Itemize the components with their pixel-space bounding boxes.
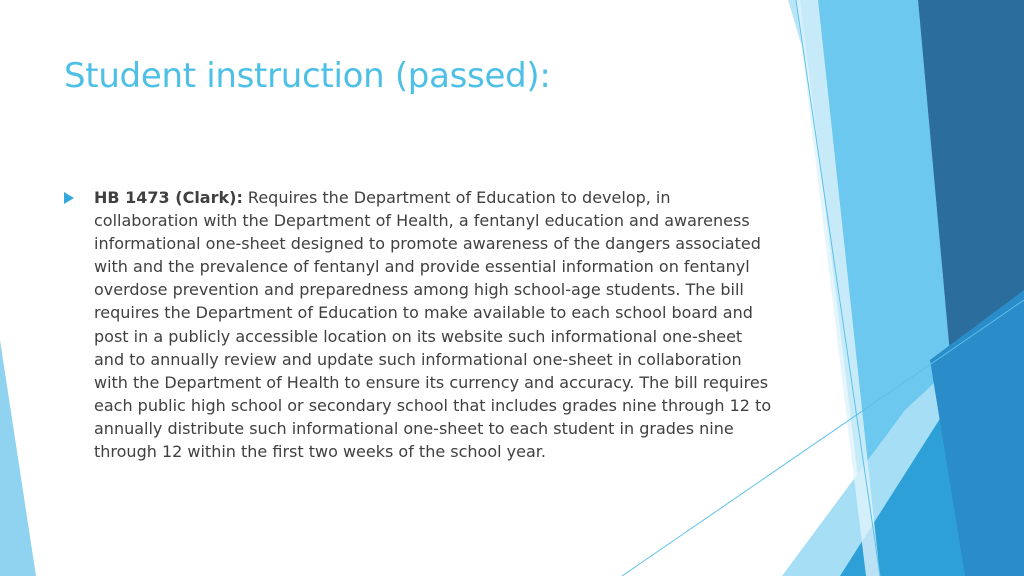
left-edge-shape <box>0 340 36 576</box>
bullet-arrow-icon <box>64 192 74 204</box>
bullet-text <box>94 186 776 463</box>
bill-reference: HB 1473 (Clark): <box>94 188 243 207</box>
bullet-item <box>64 186 776 463</box>
slide-title: Student instruction (passed): <box>64 56 551 96</box>
bill-description: Requires the Department of Education to develop, in collaboration with the Department of Health, a fentanyl education and awareness informational one-sheet designed to promote awareness of the dangers associated with and the prevalence of fentanyl and provide essential information on fentanyl overdose prevention and preparedness among high school-age students. The bill requires the Department of Education to make available to each school board and post in a publicly accessible location on its website such informational one-sheet and to annually review and update such informational one-sheet in collaboration with the Department of Health to ensure its currency and accuracy. The bill requires each public high school or secondary school that includes grades nine through 12 to annually distribute such informational one-sheet to each student in grades nine through 12 within the first two weeks of the school year. <box>94 188 772 462</box>
